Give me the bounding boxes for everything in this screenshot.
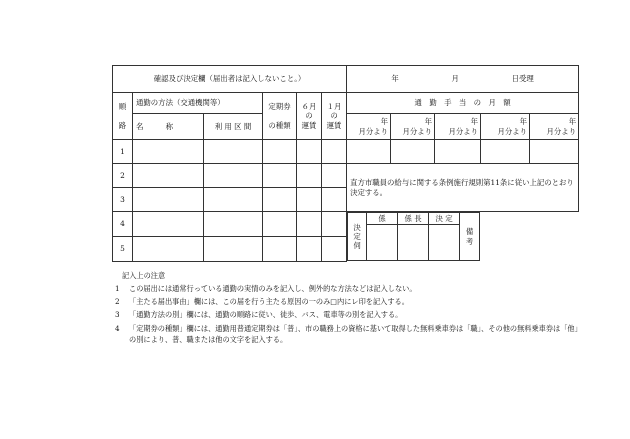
row-number: 1: [113, 140, 133, 164]
six-month-fare-cell[interactable]: [297, 140, 322, 164]
six-month-fare-cell[interactable]: [297, 236, 322, 261]
notes-header: 記入上の注意: [122, 271, 166, 280]
six-month-fare-cell[interactable]: [297, 188, 322, 212]
one-month-fare-cell[interactable]: [322, 212, 347, 237]
route-name-cell[interactable]: [133, 236, 204, 261]
route-name-cell[interactable]: [133, 140, 204, 164]
note-item: 3 「通勤方法の別」欄には、通勤の順路に従い、徒歩、バス、電車等の別を記入する。: [115, 310, 403, 320]
row-number: 2: [113, 164, 133, 188]
kettei-header: 決 定: [429, 213, 460, 225]
allowance-cell[interactable]: [391, 140, 435, 164]
ticket-type-cell[interactable]: [263, 188, 297, 212]
allowance-month-cell: 年 月分より: [435, 114, 481, 140]
six-month-fare-cell[interactable]: [297, 212, 322, 237]
kakaricho-header: 係 長: [398, 213, 429, 225]
decision-label: 決定伺: [348, 213, 367, 261]
notes-section: [112, 270, 582, 347]
route-number-header: 順 路: [113, 93, 133, 140]
six-month-fare-cell[interactable]: [297, 164, 322, 188]
ticket-type-header: 定期券 の種類: [263, 93, 297, 140]
one-month-fare-cell[interactable]: [322, 164, 347, 188]
one-month-fare-cell[interactable]: [322, 236, 347, 261]
note-item: 2 「主たる届出事由」欄には、この届を行う主たる原因の一のみ□内にレ印を記入する。: [115, 297, 409, 307]
allowance-month-cell: 年 月分より: [481, 114, 530, 140]
name-header: 名 称: [133, 114, 204, 140]
row-number: 3: [113, 188, 133, 212]
route-name-cell[interactable]: [133, 164, 204, 188]
ticket-type-cell[interactable]: [263, 140, 297, 164]
allowance-cell[interactable]: [347, 140, 391, 164]
section-header: 利 用 区 間: [204, 114, 263, 140]
one-month-fare-cell[interactable]: [322, 140, 347, 164]
decision-table: [347, 212, 579, 261]
route-section-cell[interactable]: [204, 236, 263, 261]
receipt-month-label: 月: [451, 74, 459, 84]
allowance-month-cell: 年 月分より: [391, 114, 435, 140]
route-name-cell[interactable]: [133, 212, 204, 237]
allowance-cell[interactable]: [481, 140, 530, 164]
route-section-cell[interactable]: [204, 140, 263, 164]
bikou-area: [480, 213, 579, 261]
ticket-type-cell[interactable]: [263, 212, 297, 237]
method-header: 通勤の方法（交通機関等）: [133, 93, 263, 114]
allowance-month-cell: 年 月分より: [530, 114, 579, 140]
kettei-stamp-cell[interactable]: [429, 225, 460, 261]
receipt-year-label: 年: [391, 74, 399, 84]
allowance-cell[interactable]: [435, 140, 481, 164]
kakari-header: 係: [367, 213, 398, 225]
note-item: 1 この届出には通常行っている通勤の実情のみを記入し、例外的な方法などは記入しない。: [115, 284, 417, 294]
note-item: 4 「定期券の種類」欄には、通勤用普通定期券は「普」、市の職務上の資格に基いて取得した無料乗車券は「職」、その他の無料乗車券は「他」の別により、普、職または他の文字を記入する。: [115, 323, 582, 344]
ticket-type-cell[interactable]: [263, 164, 297, 188]
one-month-fare-header: １月 の 運賃: [322, 93, 347, 140]
receipt-day-label: 日受理: [511, 74, 534, 84]
kakari-stamp-cell[interactable]: [367, 225, 398, 261]
allowance-month-cell: 年 月分より: [347, 114, 391, 140]
kakaricho-stamp-cell[interactable]: [398, 225, 429, 261]
allowance-cell[interactable]: [530, 140, 579, 164]
confirm-header: 確認及び決定欄（届出者は記入しないこと。）: [113, 66, 347, 93]
decision-text: 直方市職員の給与に関する条例施行規則第11条に従い上記のとおり決定する。: [347, 164, 579, 212]
confirmation-table: [112, 65, 579, 262]
route-section-cell[interactable]: [204, 188, 263, 212]
decision-area: [347, 212, 579, 262]
route-section-cell[interactable]: [204, 164, 263, 188]
bikou-label: 備考: [460, 213, 480, 261]
six-month-fare-header: ６月 の 運賃: [297, 93, 322, 140]
route-name-cell[interactable]: [133, 188, 204, 212]
ticket-type-cell[interactable]: [263, 236, 297, 261]
one-month-fare-cell[interactable]: [322, 188, 347, 212]
route-section-cell[interactable]: [204, 212, 263, 237]
row-number: 4: [113, 212, 133, 237]
receipt-date: [347, 66, 579, 93]
row-number: 5: [113, 236, 133, 261]
allowance-header: 通 勤 手 当 の 月 額: [347, 93, 579, 114]
